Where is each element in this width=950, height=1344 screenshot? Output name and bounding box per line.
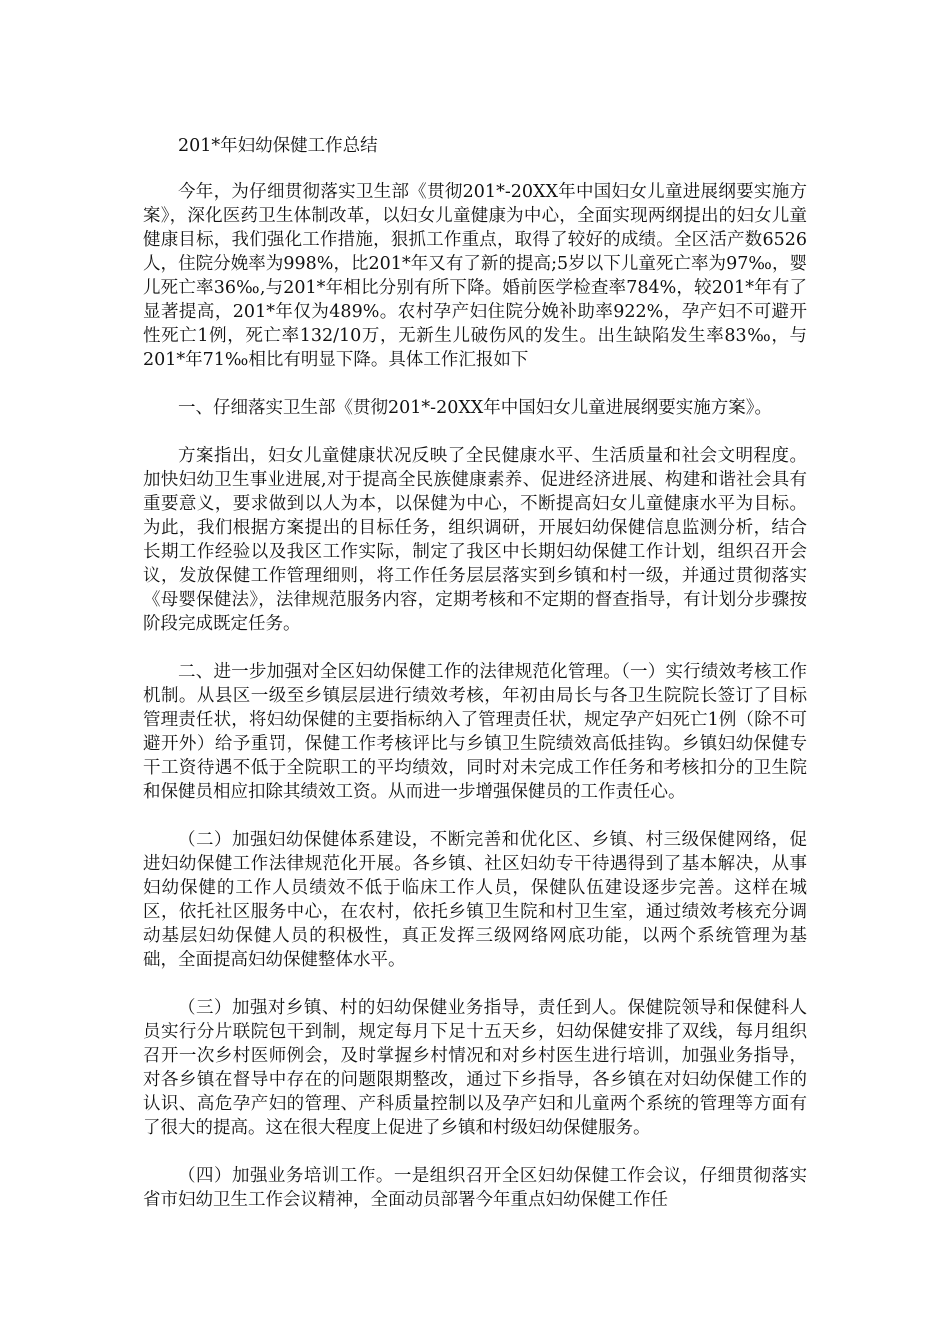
- paragraph-section-1: 一、仔细落实卫生部《贯彻201*-20XX年中国妇女儿童进展纲要实施方案》。: [178, 398, 772, 418]
- paragraph-plan: 方案指出，妇女儿童健康状况反映了全民健康水平、生活质量和社会文明程度。加快妇幼卫生事业进展,对于提高全民族健康素养、促进经济进展、构建和谐社会具有重要意义，要求做到以人为本，以保健为中心，不断提高妇女儿童健康水平为目标。为此，我们根据方案提出的目标任务，组织调研，开展妇幼保健信息监测分析，结合长期工作经验以及我区工作实际，制定了我区中长期妇幼保健工作计划，组织召开会议，发放保健工作管理细则，将工作任务层层落实到乡镇和村一级，并通过贯彻落实《母婴保健法》，法律规范服务内容，定期考核和不定期的督查指导，有计划分步骤按阶段完成既定任务。: [143, 446, 807, 634]
- document-title: 201*年妇幼保健工作总结: [178, 136, 378, 156]
- spacer: [143, 420, 807, 444]
- spacer: [143, 804, 807, 828]
- paragraph-item-3: （三）加强对乡镇、村的妇幼保健业务指导，责任到人。保健院领导和保健科人员实行分片联院包干到制，规定每月下足十五天乡，妇幼保健安排了双线，每月组织召开一次乡村医师例会，及时掌握乡村情况和对乡村医生进行培训，加强业务指导，对各乡镇在督导中存在的问题限期整改，通过下乡指导，各乡镇在对妇幼保健工作的认识、高危孕产妇的管理、产科质量控制以及孕产妇和儿童两个系统的管理等方面有了很大的提高。这在很大程度上促进了乡镇和村级妇幼保健服务。: [143, 998, 807, 1138]
- paragraph-item-4: （四）加强业务培训工作。一是组织召开全区妇幼保健工作会议，仔细贯彻落实省市妇幼卫生工作会议精神，全面动员部署今年重点妇幼保健工作任: [143, 1166, 807, 1210]
- paragraph-section-2: 二、进一步加强对全区妇幼保健工作的法律规范化管理。（一）实行绩效考核工作机制。从县区一级至乡镇层层进行绩效考核，年初由局长与各卫生院院长签订了目标管理责任状，将妇幼保健的主要指标纳入了管理责任状，规定孕产妇死亡1例（除不可避开外）给予重罚，保健工作考核评比与乡镇卫生院绩效高低挂钩。乡镇妇幼保健专干工资待遇不低于全院职工的平均绩效，同时对未完成工作任务和考核扣分的卫生院和保健员相应扣除其绩效工资。从而进一步增强保健员的工作责任心。: [143, 662, 807, 802]
- paragraph-item-2: （二）加强妇幼保健体系建设，不断完善和优化区、乡镇、村三级保健网络，促进妇幼保健工作法律规范化开展。各乡镇、社区妇幼专干待遇得到了基本解决，从事妇幼保健的工作人员绩效不低于临床工作人员，保健队伍建设逐步完善。这样在城区，依托社区服务中心，在农村，依托乡镇卫生院和村卫生室，通过绩效考核充分调动基层妇幼保健人员的积极性，真正发挥三级网络网底功能，以两个系统管理为基础，全面提高妇幼保健整体水平。: [143, 830, 807, 970]
- document-body: [143, 134, 807, 1212]
- spacer: [143, 158, 807, 180]
- spacer: [143, 1140, 807, 1164]
- spacer: [143, 372, 807, 396]
- paragraph-summary: 今年，为仔细贯彻落实卫生部《贯彻201*-20XX年中国妇女儿童进展纲要实施方案》，深化医药卫生体制改革，以妇女儿童健康为中心，全面实现两纲提出的妇女儿童健康目标，我们强化工作措施，狠抓工作重点，取得了较好的成绩。全区活产数6526人，住院分娩率为998%，比201*年又有了新的提高;5岁以下儿童死亡率为97‰，婴儿死亡率36‰,与201*年相比分别有所下降。婚前医学检查率784%，较201*年有了显著提高，201*年仅为489%。农村孕产妇住院分娩补助率922%，孕产妇不可避开性死亡1例，死亡率132/10万，无新生儿破伤风的发生。出生缺陷发生率83‰，与201*年71‰相比有明显下降。具体工作汇报如下: [143, 182, 807, 370]
- spacer: [143, 636, 807, 660]
- spacer: [143, 972, 807, 996]
